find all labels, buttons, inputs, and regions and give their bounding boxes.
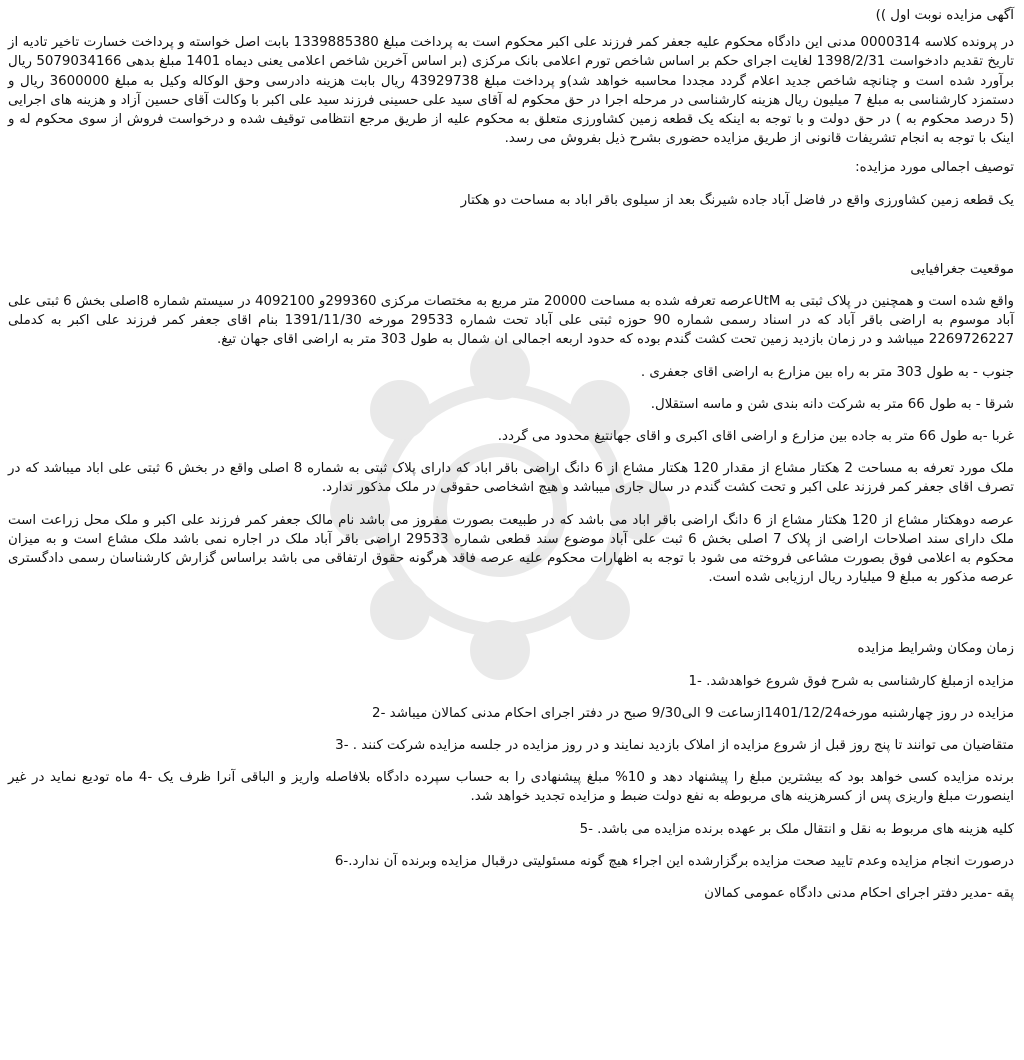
summary-heading: توصیف اجمالی مورد مزایده: <box>855 160 1014 176</box>
condition-item-6: درصورت انجام مزایده وعدم تایید صحت مزایده برگزارشده این اجراء هیچ گونه مسئولیتی درقبال مزایده وبرنده آن ندارد.-6 <box>334 853 1014 869</box>
conditions-heading: زمان ومکان وشرایط مزایده <box>857 641 1014 657</box>
condition-item-3: متقاضیان می توانند تا پنج روز قبل از شروع مزایده از املاک بازدید نمایند و در روز مزایده در جلسه مزایده شرکت کنند . -3 <box>335 738 1014 754</box>
location-text: واقع شده است و همچنین در پلاک ثبتی به UtMعرصه تعرفه شده به مساحت 20000 متر مربع به مختصات مرکزی 299360و 4092100 در سیستم شماره 8اصلی بخش 6 ثبتی علی آباد موسوم به اراضی باقر آباد که در اسناد رسمی شماره 90 حوزه ثبتی علی آباد تحت شماره 29533 مورخه 1391/11/30 بنام اقای جعفر کمر فرزند علی اکبر به کدملی 2269726227 میباشد و در زمان بازدید زمین تحت کشت گندم بوده که حدود اربعه اجمالی ان شمال به طول 303 متر به اراضی اقای جهان تیغ. <box>8 294 1014 348</box>
boundary-south: جنوب - به طول 303 متر به راه بین مزارع به اراضی اقای جعفری . <box>640 364 1014 380</box>
condition-item-4: برنده مزایده کسی خواهد بود که بیشترین مبلغ را پیشنهاد دهد و 10% مبلغ پیشنهادی را به حساب سپرده دادگاه بلافاصله واریز و الباقی آنرا ظرف یک -4 ماه تودیع نماید در غیر اینصورت مبلغ واریزی پس از کسرهزینه های مربوطه به نفع دولت ضبط و مزایده تجدید خواهد شد. <box>8 770 1015 805</box>
valuation-text: عرصه دوهکتار مشاع از 120 هکتار مشاع از 6 دانگ اراضی باقر اباد می باشد که در طبیعت بصورت مفروز می باشد نام مالک جعفر کمر فرزند علی اکبر و ملک محل زراعت است ملک دارای سند اصلاحات اراضی از پلاک 7 اصلی بخش 6 ثبت علی آباد موضوع سند قطعی شماره 29533 اراضی باقر آباد ملک در اجاره نمی باشد ملک مشاع است و به میزان محکوم به اعلامی فوق بصورت مشاعی فروخته می شود با توجه به اظهارات محکوم علیه عرصه فاقد هرگونه حقوق ارتفاقی می باشد براساس گزارش کارشناسان رسمی دادگستری عرصه مذکور به مبلغ 9 میلیارد ریال ارزیابی شده است. <box>8 512 1014 586</box>
condition-item-5: کلیه هزینه های مربوط به نقل و انتقال ملک بر عهده برنده مزایده می باشد. -5 <box>579 821 1014 837</box>
boundary-west: غربا -به طول 66 متر به جاده بین مزارع و اراضی اقای اکبری و اقای جهانتیغ محدود می گردد. <box>497 429 1014 445</box>
signature: پقه -مدیر دفتر اجرای احکام مدنی دادگاه عمومی کمالان <box>704 886 1014 902</box>
condition-item-1: مزایده ازمبلغ کارشناسی به شرح فوق شروع خواهدشد. -1 <box>688 673 1014 689</box>
intro-paragraph: در پرونده کلاسه 0000314 مدنی این دادگاه محکوم علیه جعفر کمر فرزند علی اکبر محکوم است به پرداخت مبلغ 1339885380 بابت اصل خواسته و پرداخت خسارت تاخیر تادیه از تاریخ تقدیم دادخواست 1398/2/31 لغایت اجرای حکم بر اساس شاخص تورم اعلامی بانک مرکزی (بر اساس آخرین شاخص اعلامی یعنی دیماه 1401 مبلغ بدهی 5079034166 ریال برآورد شده است و چنانچه شاخص جدید اعلام گردد مجددا محاسبه خواهد شد)و پرداخت مبلغ 43929738 ریال بابت هزینه دادرسی وحق الوکاله وکیل به مبلغ 3600000 ریال و دستمزد کارشناسی به مبلغ 7 میلیون ریال هزینه کارشناسی در مرحله اجرا در حق محکوم له آقای سید علی حسینی فرزند سید علی اکبر با وکالت آقای حسین آزاد و هزینه های اجرایی (5 درصد محکوم به ) در حق دولت و با توجه به اینکه یک قطعه زمین کشاورزی متعلق به محکوم علیه از طریق مرجع انتظامی توقیف شده و درخواست فروش از سوی محکوم له و اینک با توجه به انجام تشریفات قانونی از طریق مزایده حضوری بشرح ذیل بفروش می رسد. <box>8 35 1014 147</box>
property-text: ملک مورد تعرفه به مساحت 2 هکتار مشاع از مقدار 120 هکتار مشاع از 6 دانگ اراضی باقر اباد که دارای پلاک ثبتی به شماره 8 اصلی واقع در بخش 6 ثبتی علی اباد میباشد که در تصرف اقای جعفر کمر فرزند علی اکبر و تحت کشت گندم در سال جاری میباشد و هیچ اشخاصی حقوقی در ملک مذکور ندارد. <box>8 461 1014 496</box>
summary-text: یک قطعه زمین کشاورزی واقع در فاضل آباد جاده شیرنگ بعد از سیلوی باقر اباد به مساحت دو هکتار <box>460 192 1014 208</box>
auction-notice <box>8 6 1014 903</box>
condition-item-2: مزایده در روز چهارشنبه مورخه1401/12/24ازساعت 9 الی9/30 صبح در دفتر اجرای احکام مدنی کمالان میباشد -2 <box>372 705 1014 721</box>
location-heading: موقعیت جغرافیایی <box>910 261 1014 277</box>
notice-title: آگهی مزایده نوبت اول )) <box>875 8 1014 23</box>
boundary-east: شرقا - به طول 66 متر به شرکت دانه بندی شن و ماسه استقلال. <box>650 396 1014 412</box>
